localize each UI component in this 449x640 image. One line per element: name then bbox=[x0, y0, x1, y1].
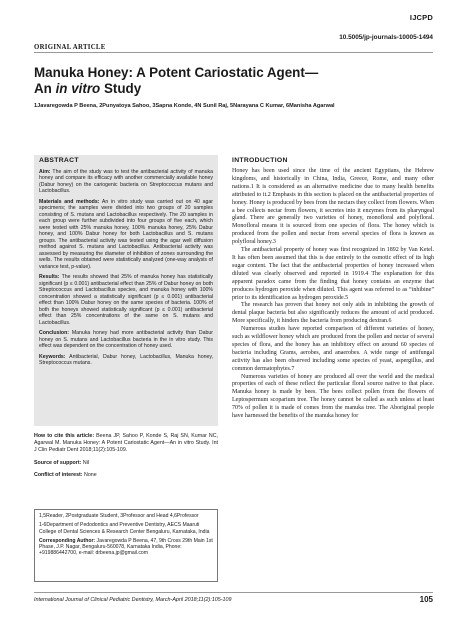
abstract-box bbox=[34, 155, 218, 426]
aim-label: Aim: bbox=[39, 168, 51, 175]
support-text: Nil bbox=[81, 459, 90, 466]
introduction-section bbox=[232, 157, 434, 421]
keywords-label: Keywords: bbox=[39, 353, 66, 360]
page-number: 105 bbox=[419, 595, 433, 604]
citation-block bbox=[34, 433, 218, 485]
conclusion-label: Conclusion: bbox=[39, 330, 69, 336]
intro-paragraph: Numerous varieties of honey are produced all over the world and the medical properties of each of these reflect the particular floral source native to that place. Manuka honey is made by bees. The bees collect pollen from the flowers of Leptospermum scoparium tree. The honey cannot be called as such unless at least 70% of pollen it is made of comes from the manuka tree. The Aboriginal people have harnessed the benefits of the manuka honey for bbox=[232, 373, 434, 420]
introduction-body bbox=[232, 168, 434, 421]
conclusion-text: Manuka honey had more antibacterial activity than Dabur honey on S. mutans and Lactobacillus bacteria in the in vitro study. This effect was dependent on the concentration of honey used. bbox=[39, 330, 213, 349]
source-of-support bbox=[34, 460, 218, 467]
abstract-conclusion bbox=[39, 330, 213, 350]
intro-paragraph: Numerous studies have reported comparison of different varieties of honey, such as wildflower honey which are produced from the pollen and nectar of several species of flora, and the honey has an inhibitory effect on around 60 species of bacteria including Grams, aerobes, and anaerobes. A wide range of antifungal activity has also been observed including some species of yeast, aspergillus, and common dermatophytes.7 bbox=[232, 326, 434, 372]
how-to-cite bbox=[34, 433, 218, 454]
footer-divider bbox=[34, 592, 433, 593]
author-roles: 1,5Reader, 2Postgraduate Student, 3Professor and Head 4,6Professor bbox=[39, 513, 199, 519]
results-label: Results: bbox=[39, 274, 60, 280]
article-type: ORIGINAL ARTICLE bbox=[34, 44, 106, 51]
conflict-label: Conflict of interest: bbox=[34, 472, 83, 478]
corresponding-author bbox=[39, 538, 213, 557]
corr-label: Corresponding Author: bbox=[39, 537, 96, 544]
conflict-of-interest bbox=[34, 472, 218, 479]
affiliation-box bbox=[34, 509, 218, 582]
keywords-text: Antibacterial, Dabur honey, Lactobacillus, Manuka honey, Streptococcus mutans. bbox=[39, 353, 213, 366]
abstract-heading: ABSTRACT bbox=[39, 157, 79, 164]
journal-footer: International Journal of Clinical Pediatric Dentistry, March-April 2018;11(2):105-109 bbox=[34, 597, 232, 603]
corr-text[interactable]: Javaregowda P Beena, 47, 9th Cross 29th Main 1st Phase, J.P. Nagar, Bengaluru-560078, Karnataka India, Phone: +919886442700, e-mail: drbeena.jp@gmail.com bbox=[39, 537, 213, 557]
abstract-aim bbox=[39, 169, 213, 195]
cite-label: How to cite this article: bbox=[34, 433, 95, 439]
intro-paragraph: Honey has been used since the time of the ancient Egyptians, the Hebrew kingdoms, and historically in China, India, Greece, Rome, and many other nations.1 It is considered as an alternative medicine due to many health benefits attributed to it.2 Emphasis in this section is placed on the antibacterial properties of honey. Honey is produced by bees from the nectars they collect from flowers. When a bee collects nectar from flowers, it secretes into it enzymes from its pharyngeal gland. There are generally two varieties of honey, monofloral and polyfloral. Monofloral means it is sourced from one species of flora. The honey which is produced from the pollen and nectar from several species of flora is known as polyfloral honey.3 bbox=[232, 168, 434, 246]
conflict-text: None bbox=[82, 472, 97, 478]
abstract-results bbox=[39, 274, 213, 326]
article-title bbox=[34, 65, 364, 97]
title-line-2 bbox=[34, 81, 364, 97]
methods-label: Materials and methods: bbox=[39, 198, 100, 205]
introduction-heading: INTRODUCTION bbox=[232, 157, 288, 164]
doi[interactable]: 10.5005/jp-journals-10005-1494 bbox=[339, 34, 433, 41]
intro-paragraph: The antibacterial property of honey was first recognized in 1892 by Van Ketel. It has often been assumed that this is due entirely to the osmotic effect of its high sugar content. The fact that the antibacterial properties of honey increased when diluted was clearly observed and reported in 1919.4 The explanation for this apparent paradox came from the finding that honey contains an enzyme that produces hydrogen peroxide when diluted. This agent was referred to as “inhibine” prior to its identification as hydrogen peroxide.5 bbox=[232, 247, 434, 301]
title-italic: in vitro bbox=[55, 81, 101, 96]
journal-name: IJCPD bbox=[409, 13, 433, 22]
aim-text: The aim of the study was to test the antibacterial activity of manuka honey and compare its efficacy with another commercially available honey (Dabur honey) on the cariogenic bacteria on Streptococcus mutans and Lactobacillus. bbox=[39, 168, 213, 194]
author-list: 1Javaregowda P Beena, 2Punyatoya Sahoo, 3Sapna Konde, 4N Sunil Raj, 5Narayana C Kumar, 6Manisha Agarwal bbox=[34, 103, 335, 109]
title-prefix: An bbox=[34, 81, 56, 96]
abstract-methods bbox=[39, 199, 213, 271]
cite-text: Beena JP, Sahoo P, Konde S, Raj SN, Kumar NC, Agarwal M. Manuka Honey: A Potent Cariostatic Agent—An in vitro Study. Int J Clin Pediatr Dent 2018;11(2):105-109. bbox=[34, 433, 218, 453]
results-text: The results showed that 25% of manuka honey has statistically significant (p ≤ 0.001) antibacterial effect than 25% of Dabur honey on both Streptococcus and Lactobacillus species, and manuka honey with 100% concentration showed a statistically significant (p ≤ 0.001) antibacterial effect than 100% Dabur honey on the same species of bacteria. 100% of both the honeys showed statistically significant (p ≤ 0.001) antibacterial effect than 25% concentrations of the same on S. mutans and Lactobacillus. bbox=[39, 274, 213, 326]
department: 1-6Department of Pedodontics and Preventive Dentistry, AECS Maaruti College of Dental Sciences & Research Center Bengaluru, Karnataka, India bbox=[39, 522, 210, 535]
title-line-1: Manuka Honey: A Potent Cariostatic Agent— bbox=[34, 65, 319, 80]
title-suffix: Study bbox=[100, 81, 142, 96]
abstract-keywords bbox=[39, 354, 213, 367]
support-label: Source of support: bbox=[34, 459, 82, 466]
header-divider bbox=[34, 52, 433, 53]
intro-paragraph: The research has proven that honey not only aids in inhibiting the growth of dental plaque bacteria but also significantly reduces the amount of acid produced. More specifically, it hinders the bacteria from producing dextran.6 bbox=[232, 302, 434, 325]
methods-text: An in vitro study was carried out on 40 agar specimens; the samples were divided into two groups of 20 samples consisting of S. mutans and Lactobacillus respectively. The 20 samples in each group were further subdivided into four groups of five each, which were tested with 25% manuka honey, 100% manuka honey, 25% Dabur honey, and 100% Dabur honey for both Lactobacillus and S. mutans groups. The antibacterial activity was tested using the agar well diffusion method against S. mutans and Lactobacillus. Antibacterial activity was assessed by measuring the diameter of inhibition of zones surrounding the wells. The results obtained were statistically analyzed (one-way analysis of variance test, p-value). bbox=[39, 198, 213, 270]
